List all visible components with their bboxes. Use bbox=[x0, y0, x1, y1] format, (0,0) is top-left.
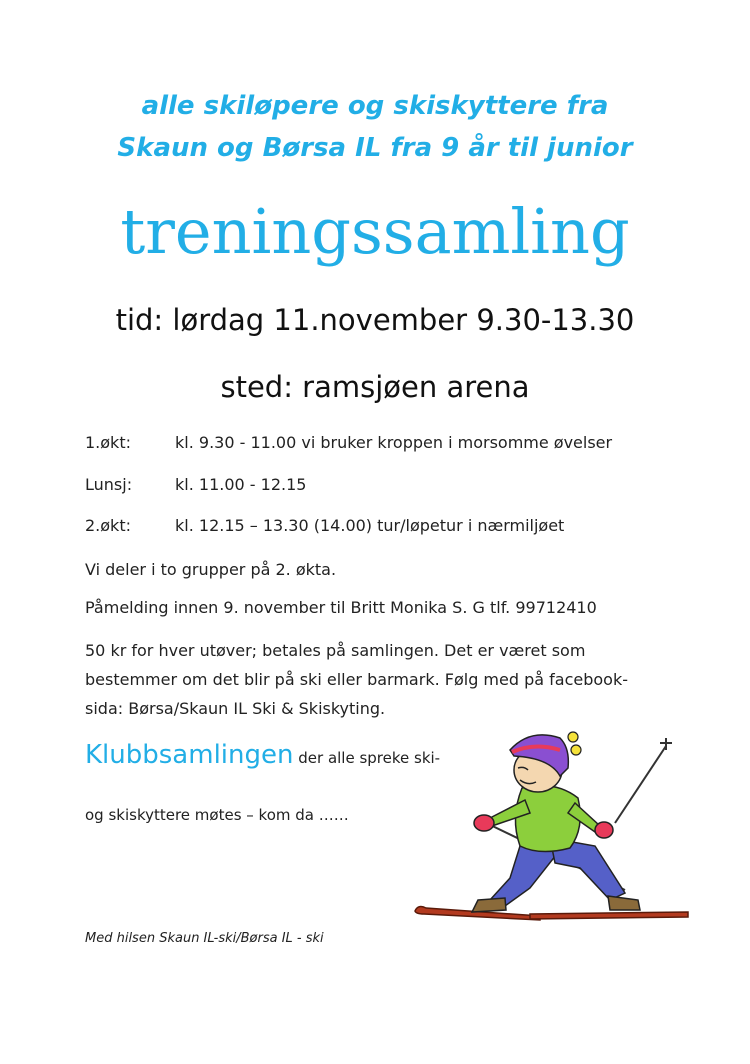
time-line: tid: lørdag 11.november 9.30-13.30 bbox=[115, 303, 635, 337]
intro-line-1: alle skiløpere og skiskyttere fra bbox=[141, 91, 609, 121]
boot-front bbox=[608, 896, 640, 910]
ski-pole-right bbox=[615, 746, 666, 823]
hat-pompom-1 bbox=[568, 732, 578, 742]
price-line-3: sida: Børsa/Skaun IL Ski & Skiskyting. bbox=[85, 699, 386, 718]
price-line-1: 50 kr for hver utøver; betales på samlingen. Det er været som bbox=[85, 641, 586, 660]
mitten-left bbox=[474, 815, 494, 831]
schedule-text-1: kl. 9.30 - 11.00 vi bruker kroppen i morsomme øvelser bbox=[175, 433, 613, 452]
skier-jacket bbox=[515, 786, 580, 852]
price-line-2: bestemmer om det blir på ski eller barmark. Følg med på facebook- bbox=[85, 670, 628, 689]
schedule-label-1: 1.økt: bbox=[85, 433, 131, 452]
signup-info: Påmelding innen 9. november til Britt Monika S. G tlf. 99712410 bbox=[85, 598, 597, 617]
skier-illustration bbox=[410, 728, 695, 928]
place-line: sted: ramsjøen arena bbox=[220, 370, 530, 404]
club-rest: der alle spreke ski- bbox=[293, 749, 441, 767]
price-paragraph bbox=[85, 636, 665, 723]
page-title: treningssamling bbox=[120, 195, 630, 268]
signature: Med hilsen Skaun IL-ski/Børsa IL - ski bbox=[85, 931, 324, 946]
schedule-text-3: kl. 12.15 – 13.30 (14.00) tur/løpetur i nærmiljøet bbox=[175, 516, 565, 535]
hat-pompom-2 bbox=[571, 745, 581, 755]
club-heading bbox=[85, 740, 440, 770]
mitten-right bbox=[595, 822, 613, 838]
club-line-2: og skiskyttere møtes – kom da …… bbox=[85, 806, 349, 824]
groups-note: Vi deler i to grupper på 2. økta. bbox=[85, 560, 337, 579]
intro-line-2: Skaun og Børsa IL fra 9 år til junior bbox=[117, 133, 633, 163]
schedule-text-2: kl. 11.00 - 12.15 bbox=[175, 475, 307, 494]
ski-right bbox=[530, 912, 688, 919]
skier-leg-back bbox=[490, 846, 560, 906]
club-highlight: Klubbsamlingen bbox=[85, 740, 294, 770]
schedule-label-3: 2.økt: bbox=[85, 516, 131, 535]
schedule-label-2: Lunsj: bbox=[85, 475, 133, 494]
boot-back bbox=[472, 898, 506, 912]
